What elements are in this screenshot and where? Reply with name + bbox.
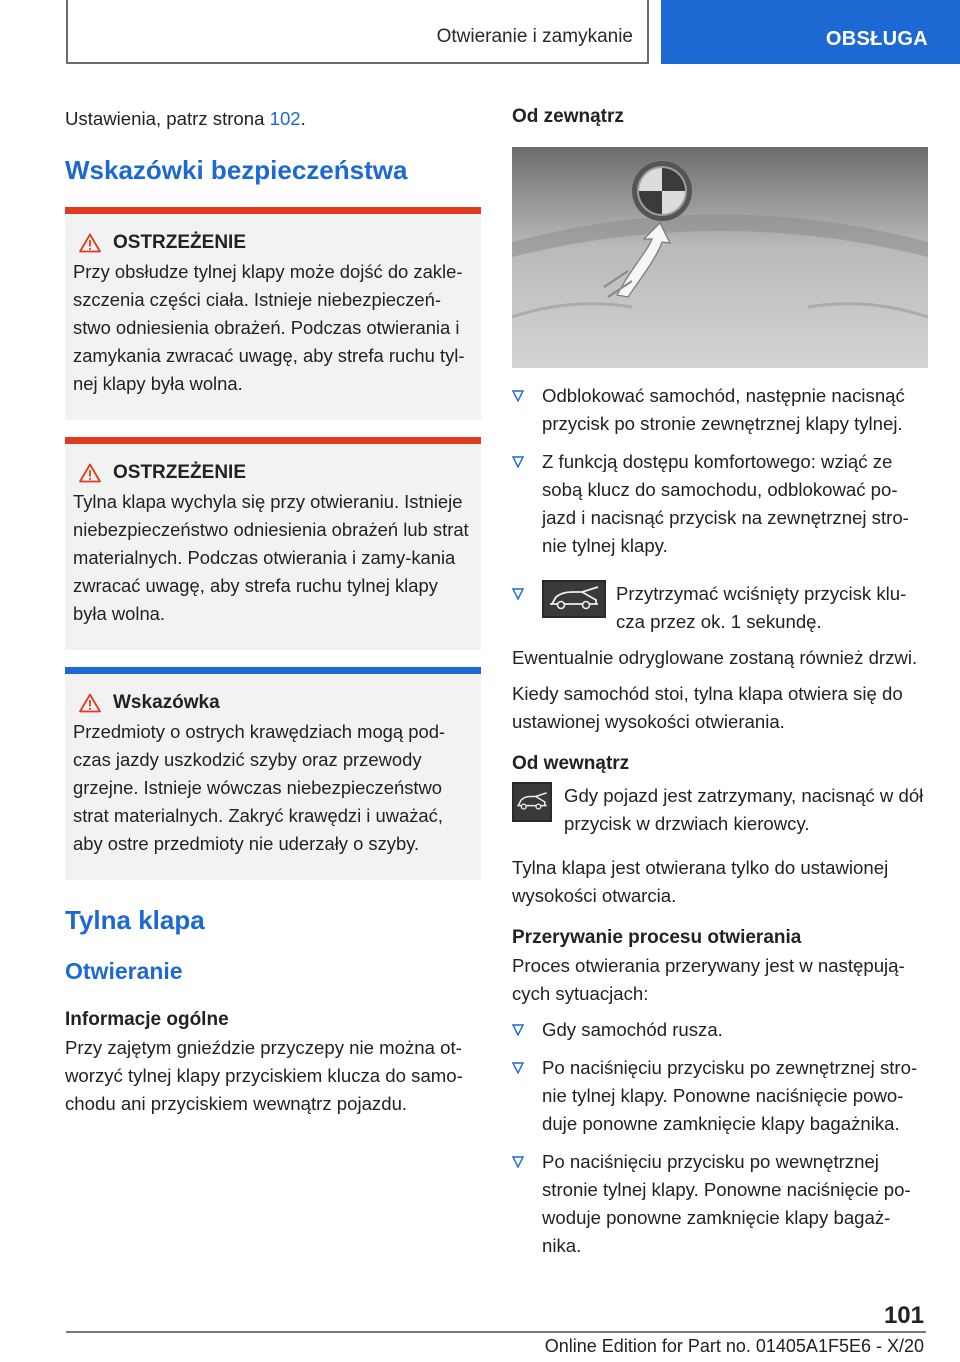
list-item <box>512 448 928 560</box>
settings-reference-end: . <box>300 108 306 129</box>
stationary-text: Kiedy samochód stoi, tylna klapa otwiera się do ustawionej wysokości otwierania. <box>512 683 903 732</box>
general-info-heading: Informacje ogólne <box>65 1009 229 1030</box>
warning-title: OSTRZEŻENIE <box>113 462 247 483</box>
tailgate-door-button-icon <box>512 782 552 822</box>
list-item-text: Z funkcją dostępu komfortowego: wziąć ze sobą klucz do samochodu, odblokować po-jazd i nacisnąć przycisk na zewnętrznej stro-nie tylnej klapy. <box>542 451 909 556</box>
tailgate-button-photo <box>512 147 928 368</box>
bullet-triangle-icon <box>512 456 524 468</box>
list-item-text: Przytrzymać wciśnięty przycisk klu-cza przez ok. 1 sekundę. <box>616 583 907 632</box>
tailgate-heading: Tylna klapa <box>65 905 205 935</box>
inside-height-text: Tylna klapa jest otwierana tylko do ustawionej wysokości otwarcia. <box>512 857 889 906</box>
safety-heading: Wskazówki bezpieczeństwa <box>65 155 408 185</box>
warning-triangle-icon <box>79 463 101 483</box>
page-header <box>0 0 960 66</box>
bullet-triangle-icon <box>512 1024 524 1036</box>
settings-reference-text: Ustawienia, patrz strona <box>65 108 270 129</box>
list-item <box>512 382 928 438</box>
bullet-triangle-icon <box>512 588 524 600</box>
left-column <box>65 100 481 1118</box>
list-item <box>512 580 928 636</box>
warning-box-1 <box>65 207 481 420</box>
list-item <box>512 1016 928 1044</box>
outside-steps <box>512 382 928 560</box>
interrupt-text: Proces otwierania przerywany jest w następują-cych sytuacjach: <box>512 955 905 1004</box>
list-item <box>512 1054 928 1138</box>
chapter-tab-label: OBSŁUGA <box>825 28 928 50</box>
inside-text: Gdy pojazd jest zatrzymany, nacisnąć w dół przycisk w drzwiach kierowcy. <box>564 785 924 834</box>
opening-heading: Otwieranie <box>65 958 183 984</box>
warning-triangle-icon <box>79 233 101 253</box>
tailgate-key-button-icon <box>542 580 606 618</box>
warning-text: Tylna klapa wychyla się przy otwieraniu. Istnieje niebezpieczeństwo odniesienia obrażeń lub strat materialnych. Podczas otwierania i zamy-kania zwracać uwagę, aby strefa ruchu tylnej klapy była wolna. <box>73 491 469 624</box>
edition-footer: Online Edition for Part no. 01405A1F5E6 - X/20 <box>544 1336 924 1356</box>
inside-step <box>512 782 928 838</box>
right-column <box>512 100 928 1260</box>
warning-title: OSTRZEŻENIE <box>113 232 247 253</box>
doors-text: Ewentualnie odryglowane zostaną również drzwi. <box>512 647 918 668</box>
page-link[interactable]: 102 <box>269 108 301 129</box>
list-item-text: Po naciśnięciu przycisku po zewnętrznej stro-nie tylnej klapy. Ponowne naciśnięcie powo-duje ponowne zamknięcie klapy bagażnika. <box>542 1057 918 1134</box>
settings-reference <box>65 105 481 133</box>
note-text: Przedmioty o ostrych krawędziach mogą pod-czas jazdy uszkodzić szyby oraz przewody grzejne. Istnieje wówczas niebezpieczeństwo strat materialnych. Zakryć krawędzi i uważać, aby ostre przedmioty nie uderzały o szyby. <box>73 721 446 854</box>
bullet-triangle-icon <box>512 1156 524 1168</box>
key-step <box>512 580 928 636</box>
list-item-text: Po naciśnięciu przycisku po wewnętrznej stronie tylnej klapy. Ponowne naciśnięcie po-woduje ponowne zamknięcie klapy bagaż-nika. <box>542 1151 911 1256</box>
bullet-triangle-icon <box>512 390 524 402</box>
interrupt-heading: Przerywanie procesu otwierania <box>512 927 802 948</box>
warning-text: Przy obsłudze tylnej klapy może dojść do zakle-szczenia części ciała. Istnieje niebezpieczeń-stwo odniesienia obrażeń. Podczas otwierania i zamykania zwracać uwagę, aby strefa ruchu tyl-nej klapy była wolna. <box>73 261 465 394</box>
section-title-box <box>66 0 649 64</box>
outside-heading: Od zewnątrz <box>512 106 624 127</box>
note-title: Wskazówka <box>113 692 220 713</box>
section-title: Otwieranie i zamykanie <box>436 26 633 47</box>
list-item-text: Odblokować samochód, następnie nacisnąć przycisk po stronie zewnętrznej klapy tylnej. <box>542 385 905 434</box>
chapter-tab[interactable] <box>661 0 960 64</box>
inside-heading: Od wewnątrz <box>512 753 630 774</box>
bullet-triangle-icon <box>512 1062 524 1074</box>
footer-divider <box>66 1331 926 1333</box>
interrupt-list <box>512 1016 928 1260</box>
list-item-text: Gdy samochód rusza. <box>542 1019 723 1040</box>
warning-triangle-icon <box>79 693 101 713</box>
page-number: 101 <box>883 1302 924 1329</box>
list-item <box>512 1148 928 1260</box>
warning-box-2 <box>65 437 481 650</box>
note-box <box>65 667 481 880</box>
general-info-text: Przy zajętym gnieździe przyczepy nie można ot-worzyć tylnej klapy przyciskiem klucza do samo-chodu ani przyciskiem wewnątrz pojazdu. <box>65 1037 463 1114</box>
